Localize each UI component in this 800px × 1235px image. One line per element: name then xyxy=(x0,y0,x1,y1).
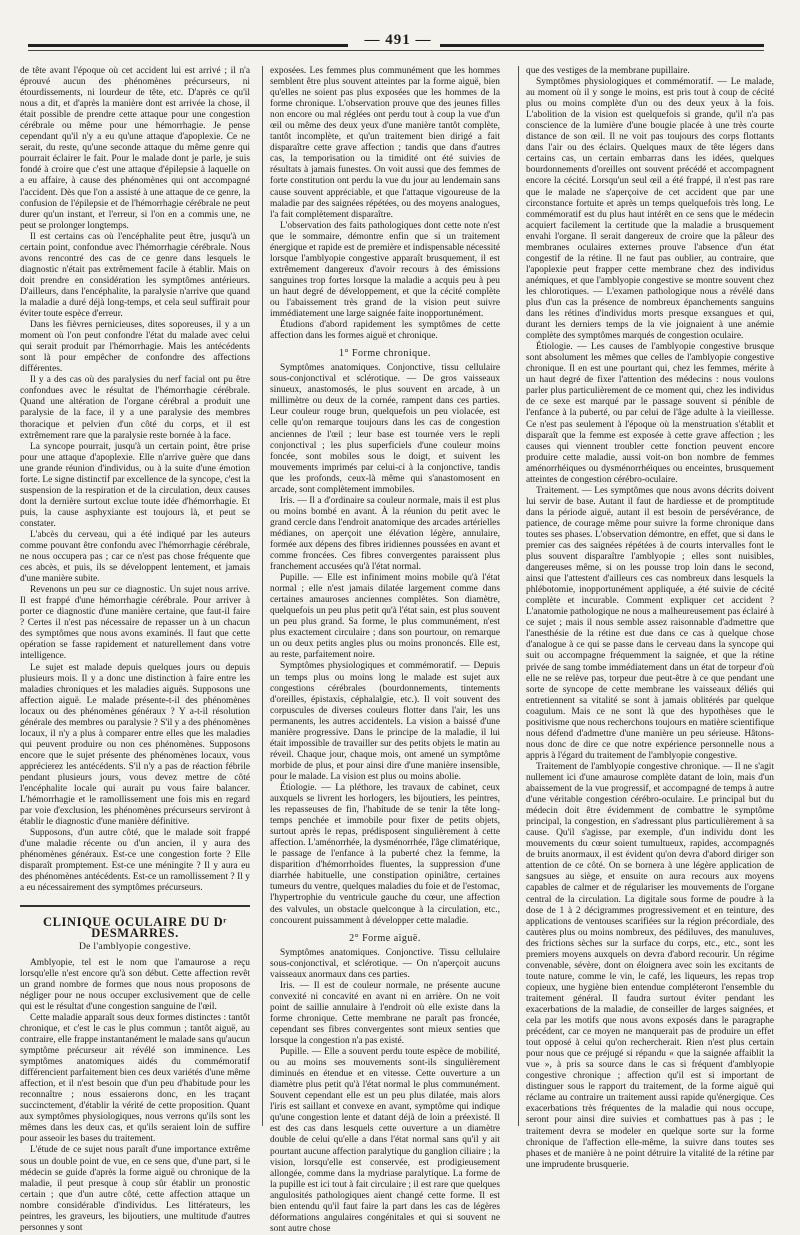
paragraph: Amblyopie, tel est le nom que l'amaurose a reçu lorsqu'elle n'est encore qu'à son début. Cette affection revêt un grand nombre de formes que nous nous proposons de négliger pour ne nous occuper exclusivement que de celle qui est le résultat d'une congestion sanguine de l'œil. xyxy=(20,957,250,1012)
paragraph: Dans les fièvres pernicieuses, dites soporeuses, il y a un moment où l'on peut confondre l'état du malade avec celui qui serait produit par l'hémorrhagie. Mais les antécédents sont là pour empêcher de confondre des affections différentes. xyxy=(20,320,250,375)
page-number: — 491 — xyxy=(364,32,432,48)
column-2 xyxy=(270,66,501,1234)
paragraph: Pupille. — Elle est infiniment moins mobile qu'à l'état normal ; elle n'est jamais dilatée largement comme dans certaines amauroses anciennes complètes. Son diamètre, quelquefois un peu plus petit qu'à l'état sain, est plus souvent un peu plus grand. Sa forme, le plus communément, n'est plus exactement circulaire ; dans son pourtour, on remarque un ou deux petits angles plus ou moins prononcés. Elle est, au reste, parfaitement noire. xyxy=(270,573,500,661)
paragraph: Étudions d'abord rapidement les symptômes de cette affection dans les formes aiguë et chronique. xyxy=(270,320,500,342)
paragraph: Supposons, d'un autre côté, que le malade soit frappé d'une maladie récente ou d'un ancien, il y aura des phénomènes généraux. Est-ce une congestion forte ? Elle disparaît promptement. Est-ce une méningite ? Il y aura eu des phénomènes antécédents. Est-ce un ramollissement ? Il y a eu nécessairement des symptômes précurseurs. xyxy=(20,828,250,894)
paragraph: Pupille. — Elle a souvent perdu toute espèce de mobilité, ou au moins ses mouvements sont-ils singulièrement diminués en étendue et en vitesse. Cette ouverture a un diamètre plus petit qu'à l'état normal le plus communément. Souvent cependant elle est un peu plus dilatée, mais alors l'iris est saillant et convexe en avant, symptôme qui indique qu'une congestion lente et datant déjà de loin a préexisté. Il est des cas dans lesquels cette ouverture a un diamètre double de celui qu'elle a dans l'état normal sans qu'il y ait pourtant aucune affection paralytique du ganglion ciliaire ; la vision, lorsqu'elle est conservée, est prodigieusement allongée, comme dans la mydriase paralytique. La forme de la pupille est ici tout à fait circulaire ; il est rare que quelques angulosités pathologiques aient changé cette forme. Il est bien entendu qu'il faut faire la part dans les cas de légères déformations angulaires congénitales et qui si souvent ne sont autre chose xyxy=(270,1047,500,1234)
paragraph: Le sujet est malade depuis quelques jours ou depuis plusieurs mois. Il y a donc une distinction à faire entre les maladies chroniques et les maladies aiguës. Supposons une affection aiguë. Le malade présente-t-il des phénomènes locaux ou des phénomènes généraux ? Y a-t-il résolution générale des membres ou paralysie ? S'il y a des phénomènes locaux, il n'y a plus à comparer entre elles que les maladies qui peuvent produire ou non ces phénomènes. Supposons encore que le sujet présente des phénomènes locaux, vous apprécierez les antécédents. S'il n'y a pas de réaction fébrile pendant plusieurs jours, vous devez mettre de côté l'encéphalite locale qui aurait pu vous faire balancer. L'hémorrhagie et le ramollissement une fois mis en regard par voie d'exclusion, les phénomènes précurseurs serviront à établir le diagnostic d'une manière définitive. xyxy=(20,662,250,828)
paragraph: Il est certains cas où l'encéphalite peut être, jusqu'à un certain point, confondue avec l'hémorrhagie cérébrale. Nous avons rencontré des cas de ce genre dans lesquels le diagnostic n'était pas extrêmement facile à établir. Mais on doit prendre en considération les symptômes antérieurs. D'ailleurs, dans l'encéphalite, la paralysie n'arrive que quand la maladie a duré déjà long-temps, et cela seul suffirait pour éviter toute espèce d'erreur. xyxy=(20,231,250,320)
clinique-subtitle: De l'amblyopie congestive. xyxy=(78,940,192,952)
section-separator xyxy=(20,905,250,907)
paragraph: Revenons un peu sur ce diagnostic. Un sujet nous arrive. Il est frappé d'une hémorrhagie cérébrale. Pour arriver à porter ce diagnostic d'une manière certaine, que faut-il faire ? Certes il n'est pas nécessaire de repasser un à un chacun des symptômes que nous avons examinés. Il faut que cette opération se fasse rapidement et naturellement dans votre intelligence. xyxy=(20,585,250,662)
paragraph: Traitement de l'amblyopie congestive chronique. — Il ne s'agit nullement ici d'une amaurose complète datant de loin, mais d'un abaissement de la vue progressif, et accompagné de temps à autre d'une véritable congestion cérébro-oculaire. Le principal but du médecin doit être évidemment de combattre le symptôme principal, la congestion, en s'adressant plus particulièrement à sa cause. Qu'il s'agisse, par exemple, d'un individu dont les mouvements du cœur soient tumultueux, rapides, accompagnés de bruits anormaux, il est évident qu'on devra d'abord diriger son attention de ce côté. On se bornera à une légère application de sangsues au siège, et ensuite on aura recours aux moyens capables de calmer et de régulariser les mouvements de l'organe central de la circulation. La digitale sous forme de poudre à la dose de 1 à 2 décigrammes progressivement et en teinture, des applications de ventouses scarifiées sur la région précordiale, des cautères plus ou moins nombreux, des pédiluves, des manuluves, des frictions sèches sur la surface du corps, etc., etc., sont les premiers moyens auxquels on devra d'abord recourir. Un régime convenable, sévère, dont on éloignera avec soin les excitants de toute nature, comme le vin, le café, les liqueurs, les repas trop copieux, une hygiène bien entendue compléteront l'ensemble du traitement général. Il faudra surtout éviter pendant les exacerbations de la maladie, de conseiller de larges saignées, et cela par les motifs que nous avons exposés dans le paragraphe précédent, car ce moyen ne manquerait pas de produire un effet tout opposé à celui qu'on rechercherait. Rien n'est plus certain pour nous que ce préjugé si répandu « que la saignée affaiblit la vue », à pris sa source dans le cas si fréquent d'amblyopie congestive chronique ; affection qu'il est si important de distinguer sous le rapport du traitement, de la forme aiguë qui réclame au contraire un traitement aussi rapide qu'énergique. Ces exacerbations très fréquentes de la maladie qui nous occupe, seront pour ainsi dire suivies et combattues pas à pas ; le traitement devra se modeler en quelque sorte sur la forme chronique de l'affection elle-même, la suivre dans toutes ses phases et de manière à ne point détruire la vitalité de la rétine par une imprudente brusquerie. xyxy=(526,761,774,1170)
paragraph: de tête avant l'époque où cet accident lui est arrivé ; il n'a éprouvé aucun des phénomènes précurseurs, ni étourdissements, ni lourdeur de tête, etc. D'après ce qu'il nous a dit, et d'après la manière dont est arrivée la chose, il était possible de prendre cette attaque pour une congestion cérébrale ou même pour une hémorrhagie. Je pense cependant qu'il n'y a eu qu'une attaque d'apoplexie. Ce ne serait, du reste, qu'une seconde attaque du même genre qui pourrait éclairer le fait. Pour le malade dont je parle, je suis fondé à croire que c'est une attaque d'épilepsie à laquelle on a eu affaire, à cause des phénomènes qui ont accompagné l'accident. Dès que l'on a assisté à une attaque de ce genre, la confusion de l'épilepsie et de l'hémorrhagie cérébrale ne peut durer qu'un instant, et l'erreur, si l'on en a commis une, ne peut se prolonger longtemps. xyxy=(20,66,250,231)
header-rule-left xyxy=(28,44,348,47)
paragraph: Iris. — Il est de couleur normale, ne présente aucune convexité ni concavité en avant ni en arrière. On ne voit point de saillie annulaire à l'endroit où elle existe dans la forme chronique. Cette membrane ne paraît pas froncée, cependant ses fibres convergentes sont mieux senties que lorsque la congestion n'a pas existé. xyxy=(270,980,500,1047)
paragraph: Symptômes anatomiques. Conjonctive, tissu cellulaire sous-conjonctival et sclérotique. — De gros vaisseaux sinueux, anastomosés, le plus souvent en arcade, à un millimètre ou deux de la cornée, rampent dans ces parties. Leur couleur rouge brun, quelquefois un peu violacée, est celle qu'on remarque toujours dans les cas de congestion anciennes de l'œil ; leur base est tournée vers le repli conjonctival ; les plus superficiels d'une couleur moins foncée, sont mobiles sous le doigt, et suivent les mouvements imprimés par celui-ci à la conjonctive, tandis que les profonds, ceux-là même qui s'anastomosent en arcade, sont complètement immobiles. xyxy=(270,363,500,495)
column-1 xyxy=(20,66,250,1233)
paragraph: Symptômes anatomiques. Conjonctive. Tissu cellulaire sous-conjonctival, et sclérotique. — On n'aperçoit aucuns vaisseaux anormaux dans ces parties. xyxy=(270,947,500,980)
clinique-title: CLINIQUE OCULAIRE DU Dʳ DESMARRES. xyxy=(42,914,227,940)
paragraph: Étiologie. — Les causes de l'amblyopie congestive brusque sont absolument les mêmes que celles de l'amblyopie congestive chronique. Il en est une pourtant qui, chez les femmes, mérite à un haut degré de fixer l'attention des médecins : nous voulons parler plus particulièrement de ce moment qui, chez les individus de ce sexe est marqué par le passage souvent si pénible de l'enfance à la puberté, ou par celui de l'âge adulte à la vieillesse. Ce n'est pas seulement à l'époque où la menstruation s'établit et disparaît que la femme est exposée à cette grave affection ; les causes qui viennent troubler cette fonction peuvent encore produire cette maladie, aussi voit-on bon nombre de femmes aménorrhéiques ou dysménorrhéiques ou enceintes, brusquement atteintes de congestion cérébro-oculaire. xyxy=(526,342,774,485)
paragraph: Cette maladie apparaît sous deux formes distinctes : tantôt chronique, et c'est le cas le plus commun ; tantôt aiguë, au contraire, elle frappe instantanément le malade sans qu'aucun symptôme précurseur ait révélé son imminence. Les symptômes anatomiques aidés du commémoratif différencient parfaitement bien ces deux variétés d'une même affection, et il n'est besoin que d'un peu d'habitude pour les reconnaître ; nous essaierons donc, en les traçant succinctement, d'établir la vérité de cette proposition. Quant aux symptômes physiologiques, nous verrons qu'ils sont les mêmes dans les deux cas, et qu'ils seraient loin de suffire pour asseoir les bases du traitement. xyxy=(20,1012,250,1145)
page-header xyxy=(28,28,764,58)
paragraph: La syncope pourrait, jusqu'à un certain point, être prise pour une attaque d'apoplexie. Elle n'arrive guère que dans une grande réunion d'individus, ou à la suite d'une émotion forte. Le signe distinctif par excellence de la syncope, c'est la suspension de la respiration et de la circulation, deux causes dont la dernière surtout exclue toute idée d'hémorrhagie. Et puis, la cause asphyxiante est toujours là, et peut se constater. xyxy=(20,441,250,529)
column-divider-2 xyxy=(518,66,519,1126)
paragraph: Étiologie. — La pléthore, les travaux de cabinet, ceux auxquels se livrent les horlogers, les bijoutiers, les peintres, les repasseuses de fin, l'habitude de se tenir la tête long-temps penchée et immobile pour fixer de petits objets, surtout après le repas, prédisposent singulièrement à cette affection. L'aménorrhée, la dysménorrhée, l'âge climatérique, le passage de l'enfance à la puberté chez la femme, la disparition d'hémorrhoïdes fluentes, la suppression d'une diarrhée habituelle, une constipation opiniâtre, certaines tumeurs du ventre, quelques maladies du foie et de l'estomac, l'hypertrophie du ventricule gauche du cœur, une affection des valvules, un obstacle quelconque à la circulation, etc., concourent puissamment à développer cette maladie. xyxy=(270,783,501,926)
paragraph: L'étude de ce sujet nous paraît d'une importance extrême sous un double point de vue, en ce sens que, d'une part, si le médecin se guide d'après la forme aiguë ou chronique de la maladie, il peut presque à coup sûr établir un pronostic certain ; que d'un autre côté, cette affection attaque un nombre considérable d'individus. Les littérateurs, les peintres, les graveurs, les bijoutiers, une multitude d'autres personnes y sont xyxy=(20,1145,250,1233)
column-divider-1 xyxy=(262,66,263,1126)
paragraph: Il y a des cas où des paralysies du nerf facial ont pu être confondues avec le résultat de l'hémorrhagie cérébrale. Quand une altération de l'organe cérébral a produit une paralysie de la face, il y a une paralysie des membres thoracique et pelvien d'un côté du corps, et il est extrêmement rare que la paralysie reste bornée à la face. xyxy=(20,375,250,441)
paragraph: Symptômes physiologiques et commémoratif. — Le malade, au moment où il y songe le moins, est pris tout à coup de cécité plus ou moins complète d'un ou des deux yeux à la fois. L'abolition de la vision est quelquefois si grande, qu'il n'a pas conscience de la lumière d'une bougie placée à une très courte distance de son œil. Il ne voit pas toujours des corps flottants dans l'air ou des éclairs. Quelques maux de tête légers dans certains cas, un certain embarras dans les idées, quelques bourdonnements d'oreilles ont souvent précédé et accompagnent encore la cécité. Lorsqu'un seul œil a été frappé, il n'est pas rare que le malade ne s'aperçoive de cet accident que par une circonstance fortuite et après un temps quelquefois très long. Le commémoratif est du plus haut intérêt en ce sens que le médecin acquiert facilement la certitude que la maladie a brusquement envahi l'organe. Il serait dangereux de croire que la pâleur des membranes oculaires externes prouve l'absence d'un état congestif de la rétine. Il ne faut pas oublier, au contraire, que l'apoplexie peut frapper cette membrane chez des individus anémiques, et que l'amblyopie congestive se montre souvent chez les chlorotiques. — L'examen pathologique nous a révélé dans plus d'un cas la présence de nombreux épanchements sanguins dans les rétines d'individus morts presque exsangues et qui, durant les derniers temps de la vie joignaient à une anémie complète des symptômes marqués de congestion oculaire. xyxy=(526,77,774,342)
paragraph: Iris. — Il a d'ordinaire sa couleur normale, mais il est plus ou moins bombé en avant. À la réunion du petit avec le grand cercle dans l'endroit anatomique des arcades artérielles médianes, on aperçoit une élévation légère, annulaire, formée aux dépens des fibres iridiennes poussées en avant et comme froncées. Ces fibres convergentes paraissent plus franchement accusées qu'à l'état normal. xyxy=(270,495,500,573)
header-rule-right xyxy=(440,44,764,47)
paragraph: L'observation des faits pathologiques dont cette note n'est que le sommaire, démontre enfin que si un traitement énergique et rapide est de première et indispensable nécessité lorsque l'amblyopie congestive apparaît brusquement, il est extrêmement dangereux d'avoir recours à des émissions sanguines trop fortes lorsque la maladie a acquis peu à peu un haut degré de développement, et que la cécité complète ou l'abaissement très grand de la vision peut suivre immédiatement une large saignée faite inopportunément. xyxy=(270,220,500,320)
paragraph: que des vestiges de la membrane pupillaire. xyxy=(526,66,690,76)
column-3 xyxy=(526,66,774,1170)
paragraph: L'abcès du cerveau, qui a été indiqué par les auteurs comme pouvant être confondu avec l'hémorrhagie cérébrale, ne nous occupera pas ; car ce n'est pas chose fréquente que ces abcès, et puis, ils se développent lentement, et jamais d'une manière subite. xyxy=(20,529,250,585)
paragraph: Traitement. — Les symptômes que nous avons décrits doivent lui servir de base. Autant il faut de hardiesse et de promptitude dans la période aiguë, autant il est besoin de persévérance, de patience, de courage même pour suivre la forme chronique dans toutes ses phases. L'observation démontre, en effet, que si dans le premier cas des saignées répétées à de courts intervalles font le plus souvent disparaître l'amblyopie ; elles sont nuisibles, dangereuses même, si on les pousse trop loin dans le second, ainsi que l'attestent d'ailleurs ces cas nombreux dans lesquels la phlébotomie, inopportunément appliquée, a été suivie de cécité complète et incurable. Comment expliquer cet accident ? L'anatomie pathologique ne nous a malheureusement pas éclairé à ce sujet ; mais il nous semble assez raisonnable d'admettre que l'anesthésie de la rétine est due dans ce cas à quelque chose d'analogue à ce qui se passe dans le cerveau dans la syncope qui suit ou accompagne fréquemment la saignée, et que la rétine privée de sang tombe immédiatement dans un état de torpeur d'où elle ne se relève pas, torpeur due peut-être à ce que pendant une sorte de syncope de cette membrane les vaisseaux déliés qui entretiennent sa vitalité se sont à jamais oblitérés par quelque coagulum. Mais ce ne sont là que des hypothèses que le positivisme que nous recherchons toujours en matière scientifique nous défend d'admettre d'une manière un peu sérieuse. Hâtons-nous donc de dire ce que notre expérience personnelle nous a appris à l'égard du traitement de l'amblyopie congestive. xyxy=(526,485,774,761)
section-heading-acute: 2° Forme aiguë. xyxy=(349,932,421,944)
paragraph: Symptômes physiologiques et commémoratif. — Depuis un temps plus ou moins long le malade est sujet aux congestions cérébrales (bourdonnements, tintements d'oreilles, épistaxis, céphalalgie, etc.). Il voit souvent des corpuscules de diverses couleurs flotter dans l'air, les uns permanents, les autres accidentels. La vision a baissé d'une manière progressive. Dans le principe de la maladie, il lui était impossible de travailler sur des petits objets le matin au réveil. Chaque jour, chaque mois, ont amené un symptôme morbide de plus, et pour ainsi dire d'une manière insensible, pour le malade. La vision est plus ou moins abolie. xyxy=(270,661,500,782)
header-underline xyxy=(28,50,764,51)
paragraph: exposées. Les femmes plus communément que les hommes semblent être plus souvent atteintes par la forme aiguë, bien qu'elles ne soient pas plus exposées que les hommes de la forme chronique. L'observation prouve que des jeunes filles non encore ou mal réglées ont perdu tout à coup la vue d'un œil ou même des deux yeux d'une manière tantôt complète, tantôt incomplète, et qu'un traitement bien dirigé a fait disparaître cette grave affection ; tandis que dans d'autres cas, la temporisation ou la timidité ont été suivies de résultats à jamais funestes. On voit aussi que des femmes de forte constitution ont perdu la vue du jour au lendemain sans cause souvent appréciable, et que l'attaque vigoureuse de la maladie par des saignées répétées, ou des moyens analogues, l'a fait complètement disparaître. xyxy=(270,66,500,220)
section-heading-chronic: 1° Forme chronique. xyxy=(338,348,432,360)
